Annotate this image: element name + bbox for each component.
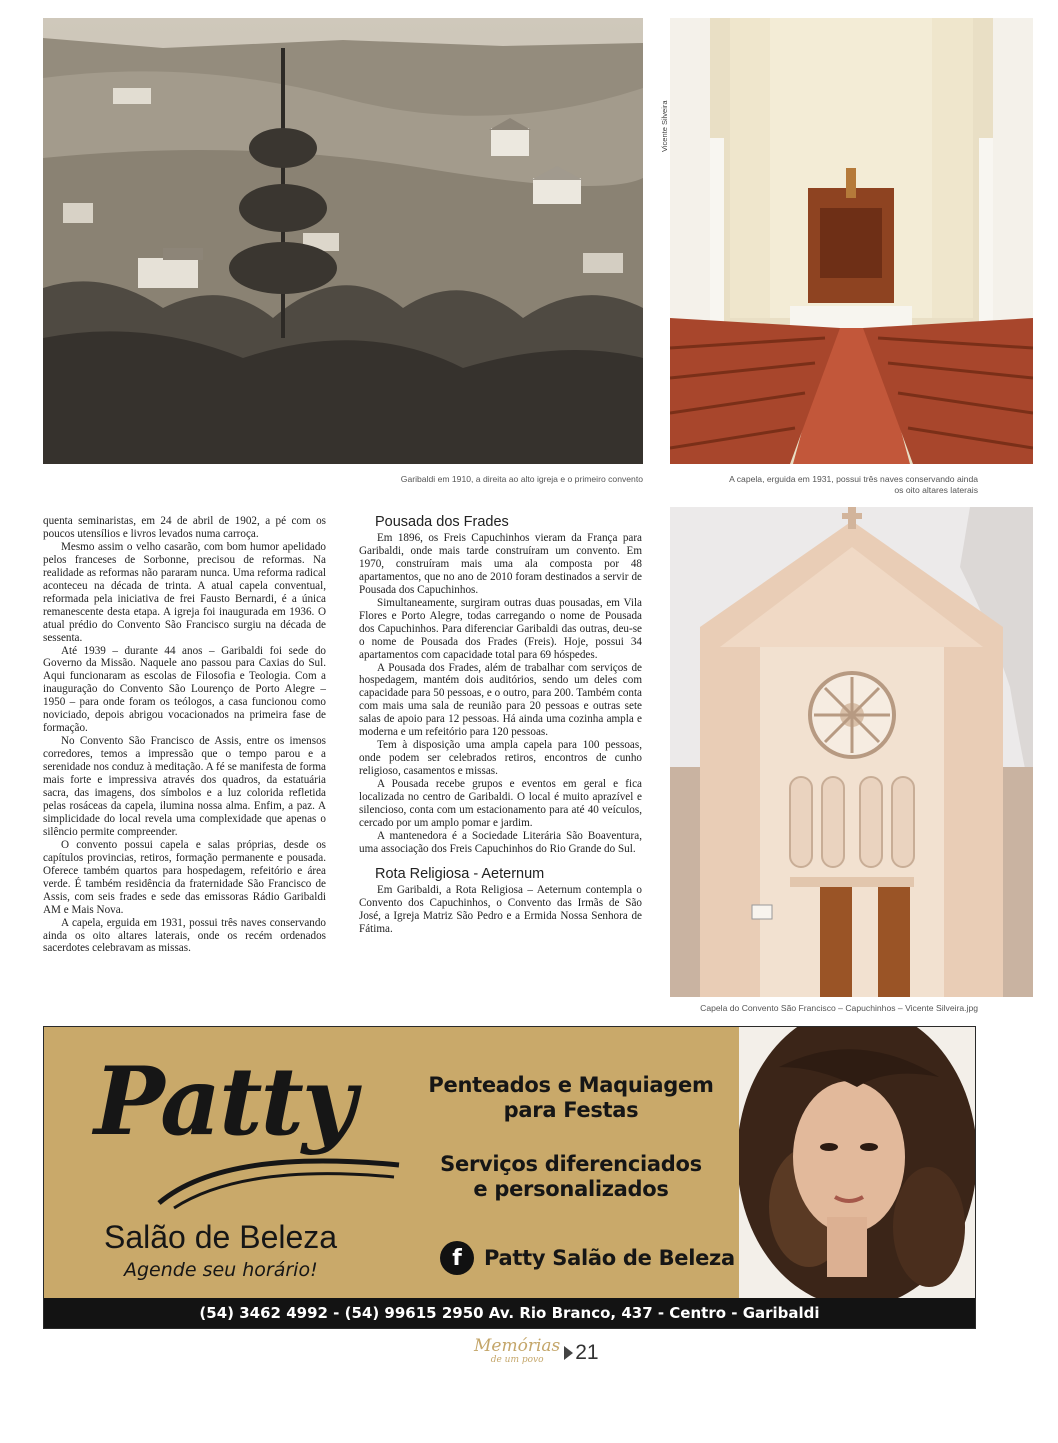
chapel-facade-photo — [670, 507, 1033, 997]
article-paragraph: O convento possui capela e salas próprias, desde os capítulos provincias, retiros, formação permanente e pousada. Oferece também quartos para hospedagem, refeitório e área verde. É também residência da fraternidade São Francisco de Assis, com seis frades e sede das emissoras Rádio Garibaldi AM e Mais Nova. — [43, 838, 326, 916]
article-column-1 — [43, 515, 326, 955]
page-number: 21 — [575, 1341, 599, 1364]
section-heading-rota: Rota Religiosa - Aeternum — [375, 865, 545, 882]
article-paragraph: Em Garibaldi, a Rota Religiosa – Aeternum contempla o Convento dos Capuchinhos, o Convento das Irmãs de São José, a Igreja Matriz São Pedro e a Ermida Nossa Senhora de Fátima. — [359, 883, 642, 935]
ad-facebook-label: Patty Salão de Beleza — [484, 1246, 735, 1270]
ad-service-1-line2: para Festas — [503, 1098, 639, 1122]
article-paragraph: No Convento São Francisco de Assis, entre os imensos corredores, temos a impressão que o tempo parou e a serenidade nos conduz à meditação. A fé se manifesta de forma mais forte e impressiva através dos quadros, da estatuária sacra, das imagens, dos símbolos e a luz colorida refletida pelas rosáceas da capela, ilumina nossa alma. Enfim, a paz. A simplicidade do local revela uma complexidade que apenas o silêncio permite compreender. — [43, 735, 326, 838]
chapel-facade-caption: Capela do Convento São Francisco – Capuchinhos – Vicente Silveira.jpg — [700, 1003, 978, 1013]
article-paragraph: quenta seminaristas, em 24 de abril de 1902, a pé com os poucos utensílios e livros levados numa carroça. — [43, 515, 326, 540]
ad-facebook-link[interactable] — [440, 1239, 735, 1277]
ad-service-1-line1: Penteados e Maquiagem — [428, 1073, 714, 1097]
ad-contact-bar: (54) 3462 4992 - (54) 99615 2950 Av. Rio Branco, 437 - Centro - Garibaldi — [44, 1298, 975, 1328]
article-paragraph: A capela, erguida em 1931, possui três naves conservando ainda os oito altares laterais, onde os recém ordenados sacerdotes celebravam as missas. — [43, 916, 326, 955]
magazine-logo-title: Memórias — [474, 1336, 561, 1356]
ad-tagline: Agende seu horário! — [124, 1259, 318, 1281]
page-folio — [474, 1335, 599, 1371]
article-paragraph: A Pousada dos Frades, além de trabalhar com serviços de hospedagem, mantém dois auditórios, sendo um deles com capacidade para 50 pessoas, e o outro, para 200. Também conta com mais uma sala de reunião para 20 pessoas e outras sete salas de apoio para 12 pessoas. Há ainda uma cozinha ampla e moderna e um refeitório para 120 pessoas. — [359, 661, 642, 739]
ad-model-portrait — [739, 1027, 975, 1298]
article-paragraph: A Pousada recebe grupos e eventos em geral e fica localizada no centro de Garibaldi. O local é muito aprazível e silencioso, conta com um estacionamento para até 40 veículos, cercado por um amplo pomar e jardim. — [359, 778, 642, 829]
ad-service-2-line2: e personalizados — [473, 1177, 669, 1201]
article-column-2 — [359, 514, 642, 936]
magazine-logo-subtitle: de um povo — [490, 1355, 544, 1365]
article-paragraph: Em 1896, os Freis Capuchinhos vieram da França para Garibaldi, onde mais tarde construíram um convento. Em 1970, construíram mais uma ala composta por 48 apartamentos, que no ano de 2010 foram destinados a servir de Pousada dos Capuchinhos. — [359, 532, 642, 596]
facebook-icon: f — [440, 1241, 474, 1275]
article-paragraph: Simultaneamente, surgiram outras duas pousadas, em Vila Flores e Porto Alegre, todas carregando o nome de Pousada dos Capuchinhos. Para diferenciar Garibaldi das outras, deu-se o nome de Pousada dos Frades (Freis). Hoje, possui 34 apartamentos com capacidade total para 69 hóspedes. — [359, 596, 642, 661]
photo-credit: Vicente Silveira — [660, 100, 669, 152]
chapel-interior-caption-line1: A capela, erguida em 1931, possui três naves conservando ainda — [729, 474, 978, 484]
article-paragraph: A mantenedora é a Sociedade Literária São Boaventura, uma associação dos Freis Capuchinhos do Rio Grande do Sul. — [359, 829, 642, 855]
ad-service-2-line1: Serviços diferenciados — [440, 1152, 702, 1176]
ad-swoosh-decoration — [154, 1153, 404, 1213]
historic-photo-caption: Garibaldi em 1910, a direita ao alto igreja e o primeiro convento — [400, 474, 643, 484]
folio-arrow-icon — [564, 1346, 573, 1360]
section-heading-pousada: Pousada dos Frades — [375, 514, 509, 530]
salon-advertisement — [43, 1026, 976, 1329]
chapel-interior-photo — [670, 18, 1033, 464]
article-paragraph: Até 1939 – durante 44 anos – Garibaldi foi sede do Governo da Missão. Naquele ano passou para Caxias do Sul. Aqui funcionaram as escolas de Filosofia e Teologia. Com a inauguração do Convento São Lourenço de Porto Alegre – 1950 – para onde foram os teólogos, a casa funcionou como noviciado, depois abrigou vocacionados na primeira fase de formação. — [43, 644, 326, 735]
magazine-logo — [474, 1336, 561, 1367]
historic-photo — [43, 18, 643, 464]
ad-brand-logo: Patty — [94, 1047, 355, 1157]
article-paragraph: Tem à disposição uma ampla capela para 100 pessoas, onde podem ser celebrados retiros, encontros de cunho religioso, casamentos e missas. — [359, 739, 642, 778]
article-paragraph: Mesmo assim o velho casarão, com bom humor apelidado pelos franceses de Sorbonne, precisou de reformas. Na realidade as reformas não pararam nunca. Uma reforma radical aconteceu na década de trinta. A atual capela conventual, reformada pela iniciativa de frei Fausto Bernardi, é a única remanescente desta etapa. A igreja foi inaugurada em 1936. O atual prédio do Convento São Francisco surgiu na década de sessenta. — [43, 540, 326, 644]
chapel-interior-caption-line2: os oito altares laterais — [894, 485, 978, 495]
ad-subtitle: Salão de Beleza — [104, 1219, 338, 1255]
